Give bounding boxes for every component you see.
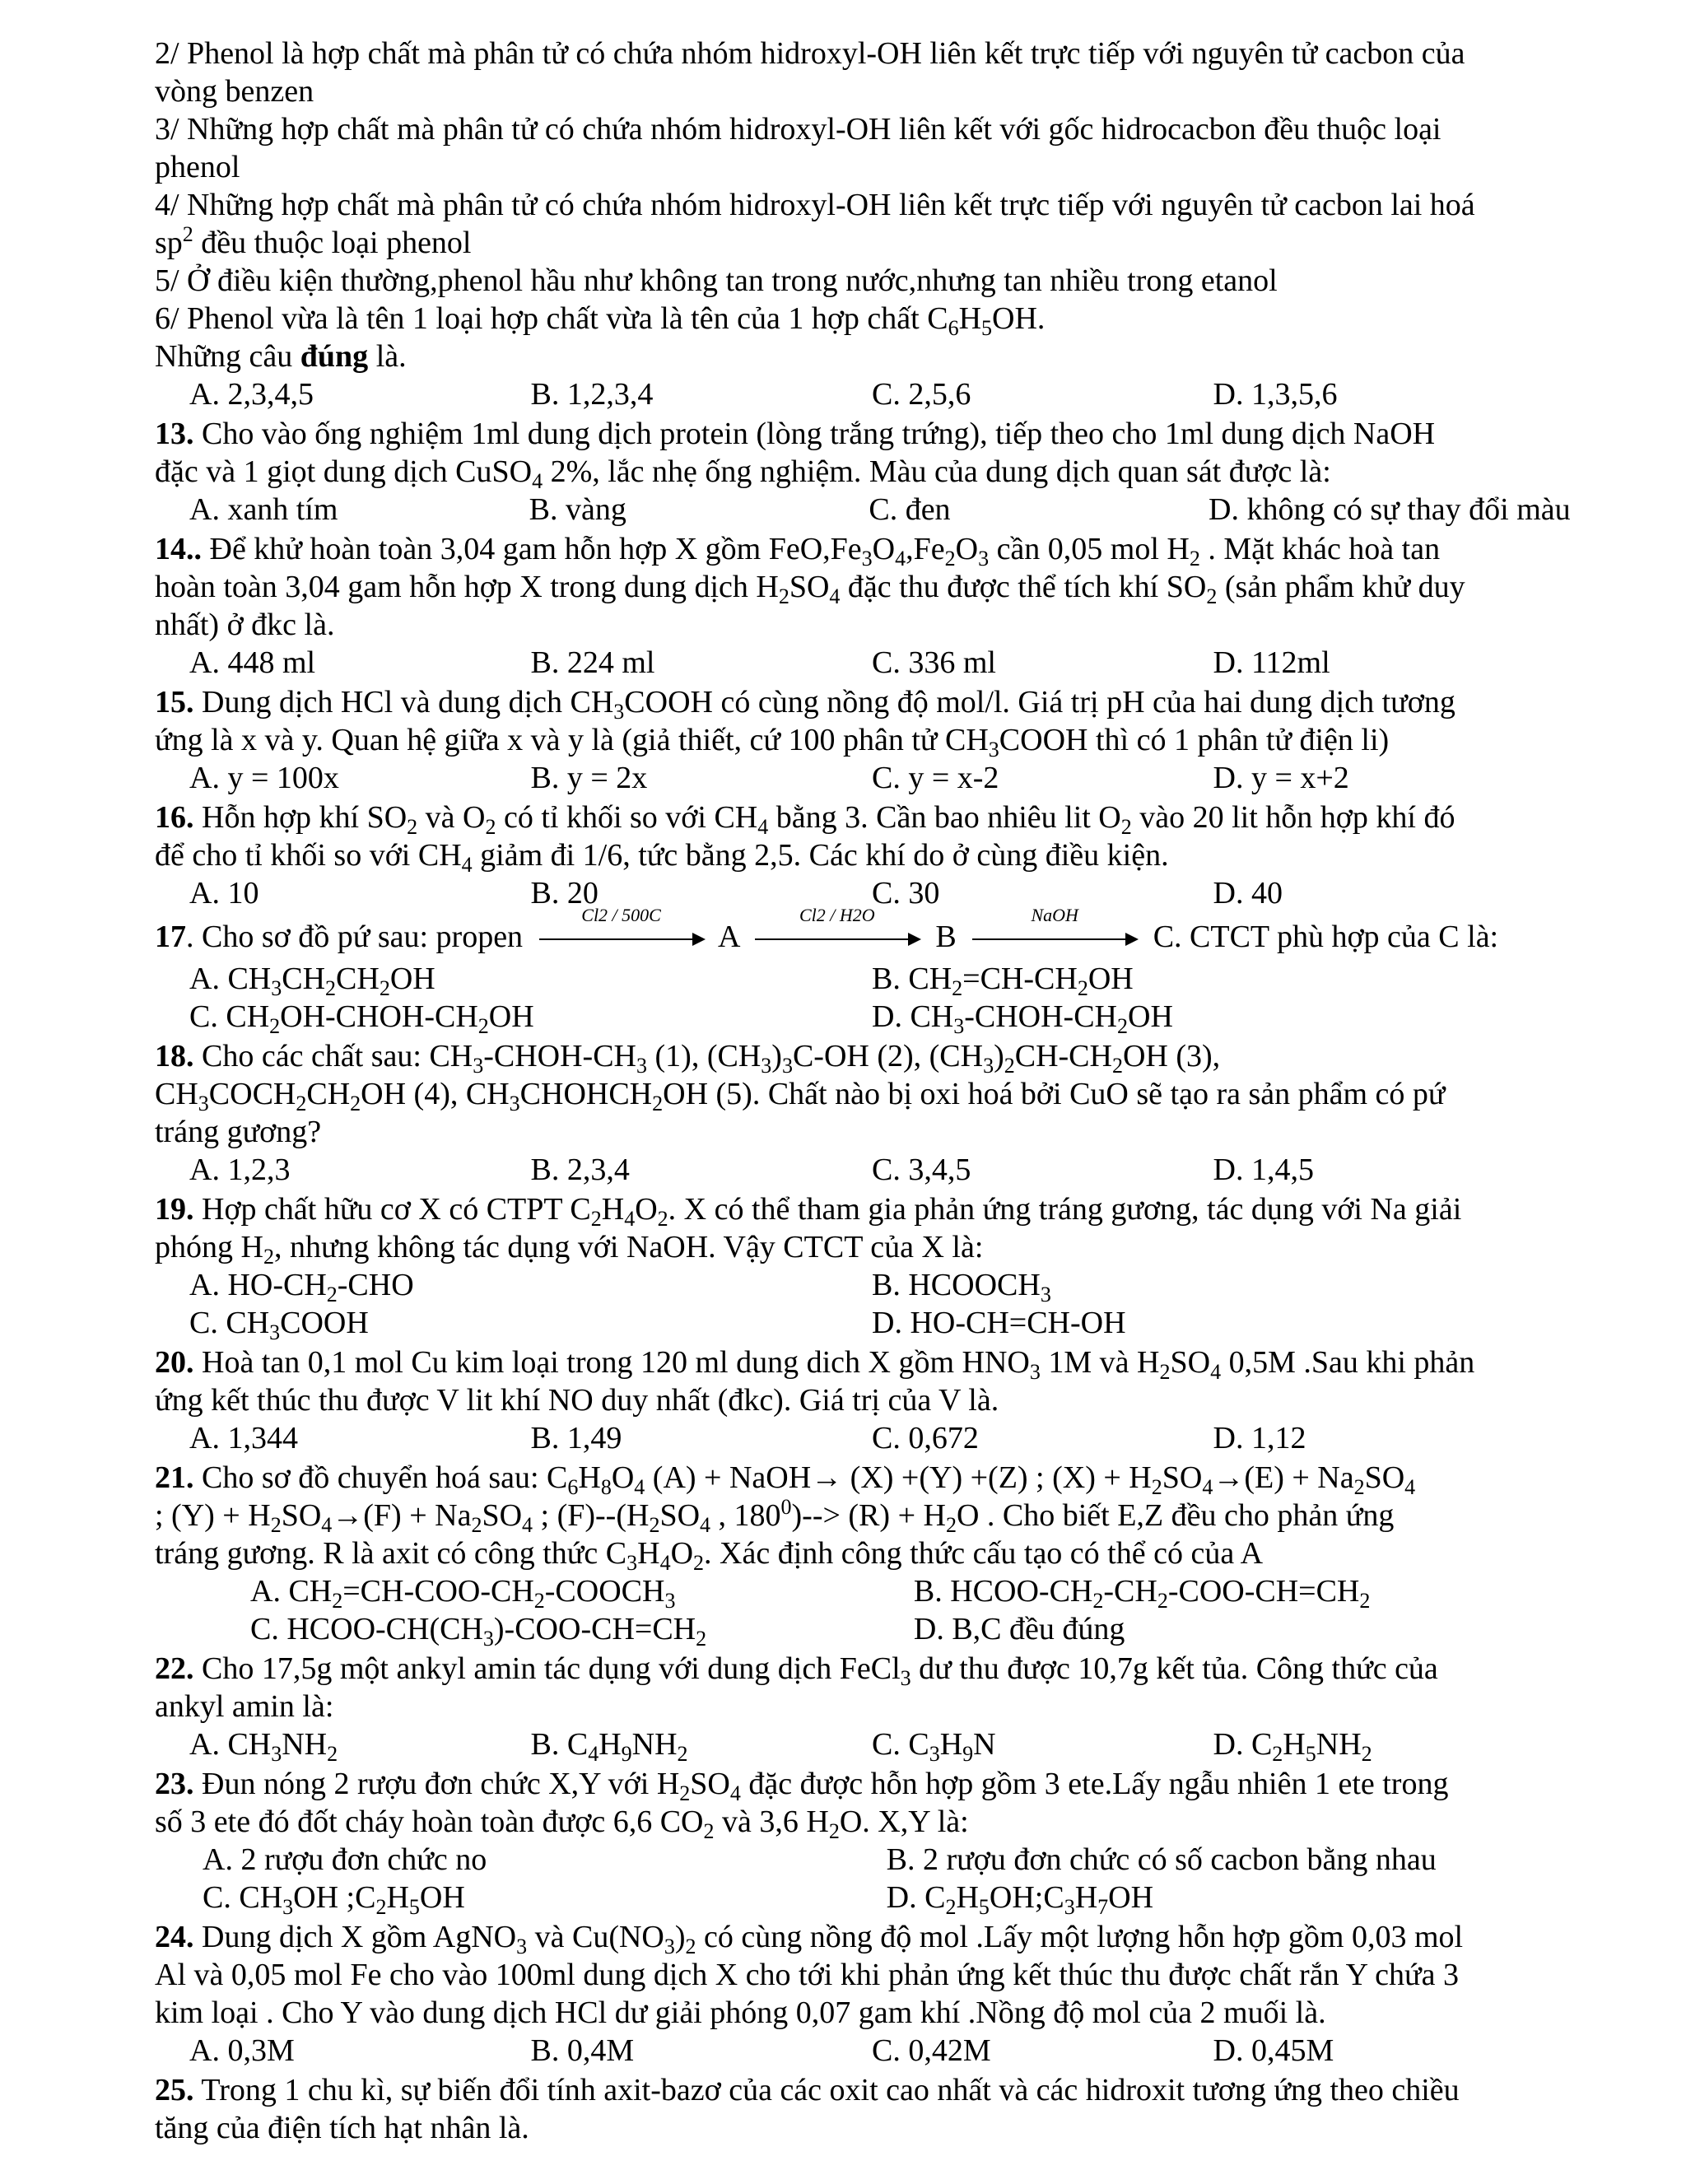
option-c: C. 30	[872, 876, 940, 910]
statement-4-cont: $sp^2$ đều thuộc loại phenol	[155, 222, 472, 260]
statement-5: 5/ Ở điều kiện thường,phenol hầu như không tan trong nước,nhưng tan nhiều trong etanol	[155, 263, 1278, 298]
question-21-cont: ; $(Y) + H_2SO_4\to(F) + Na_2SO_4$ ; $(F)--(H_2SO_4$ , $180^0)--> (R) + H_2O$ . Cho biết E,Z đều cho phản ứng	[155, 1495, 1395, 1537]
answer-options	[155, 2032, 1554, 2070]
answer-options	[155, 1725, 1554, 1766]
reaction-arrow: Cl2 / 500C	[539, 924, 704, 948]
reaction-arrow: NaOH	[972, 924, 1137, 948]
option-c: C. 2,5,6	[872, 377, 971, 412]
question-14-cont: hoàn toàn 3,04 gam hỗn hợp X trong dung dịch $H_2SO_4$ đặc thu được thể tích khí $SO_2$ (sản phẩm khử duy	[155, 570, 1465, 608]
question-prompt: Những câu đúng là.	[155, 339, 407, 374]
answer-options	[155, 759, 1554, 797]
question-17: 17. Cho sơ đồ pứ sau: propen Cl2 / 500C A Cl2 / H2O B NaOH C. CTCT phù hợp của C là:	[155, 905, 1499, 954]
option-a: A. 2,3,4,5	[189, 377, 314, 412]
option-d: D. 112ml	[1213, 645, 1330, 680]
question-18: 18. Cho các chất sau: $CH_3-CHOH-CH_3$ (1), $(CH_3)_3C-OH$ (2), $(CH_3)_2CH-CH_2OH$ (3),	[155, 1039, 1221, 1078]
answer-options	[155, 1610, 1554, 1651]
question-15: 15. Dung dịch HCl và dung dịch $CH_3COOH$ có cùng nồng độ mol/l. Giá trị pH của hai dung dịch tương	[155, 685, 1455, 724]
statement-6: 6/ Phenol vừa là tên 1 loại hợp chất vừa là tên của 1 hợp chất $C_6H_5OH$.	[155, 301, 1046, 340]
option-c: C. 0,42M	[872, 2033, 991, 2068]
option-c: C. y = x-2	[872, 761, 999, 795]
question-19: 19. Hợp chất hữu cơ X có CTPT $C_2H_4O_2$. X có thể tham gia phản ứng tráng gương, tác dụng với Na giải	[155, 1192, 1462, 1231]
question-21: 21. Cho sơ đồ chuyển hoá sau: $C_6H_8O_4$ (A) + NaOH→ (X) +(Y) +(Z) ; $(X) + H_2SO_4\to(E) + Na_2SO_4$	[155, 1460, 1416, 1499]
option-d: D. 1,4,5	[1213, 1153, 1314, 1187]
question-16-cont: để cho tỉ khối so với $CH_4$ giảm đi 1/6, tức bằng 2,5. Các khí do ở cùng điều kiện.	[155, 838, 1169, 877]
option-a: A. xanh tím	[189, 492, 338, 527]
statement-2-cont: vòng benzen	[155, 74, 314, 109]
option-b: B. $HCOOCH_3$	[872, 1268, 1051, 1306]
option-b: B. 20	[530, 876, 598, 910]
option-d: D. $C_2H_5NH_2$	[1213, 1727, 1372, 1766]
option-b: B. 224 ml	[530, 645, 655, 680]
option-a: A. 448 ml	[189, 645, 316, 680]
option-a: A. 1,344	[189, 1421, 298, 1455]
question-15-cont: ứng là x và y. Quan hệ giữa x và y là (giả thiết, cứ 100 phân tử $CH_3COOH$ thì có 1 phân tử điện li)	[155, 723, 1390, 761]
option-a: A. y = 100x	[189, 761, 339, 795]
option-c: C. $CH_3OH$ $;C_2H_5OH$	[203, 1880, 465, 1919]
option-b: B. 0,4M	[530, 2033, 635, 2068]
question-19-cont: phóng $H_2$, nhưng không tác dụng với NaOH. Vậy CTCT của X là:	[155, 1230, 984, 1269]
option-b: B. 1,2,3,4	[530, 377, 654, 412]
question-22: 22. Cho 17,5g một ankyl amin tác dụng với dung dịch FeCl$_3$ dư thu được 10,7g kết tủa. Công thức của	[155, 1651, 1438, 1690]
option-b: B. 2 rượu đơn chức có số cacbon bằng nhau	[886, 1842, 1437, 1877]
question-21-cont2: tráng gương. R là axit có công thức $C_3H_4O_2$. Xác định công thức cấu tạo có thể có của A	[155, 1536, 1264, 1575]
option-a: A. 2 rượu đơn chức no	[203, 1842, 487, 1877]
option-b: B. $C_4H_9NH_2$	[530, 1727, 688, 1766]
question-18-cont: $CH_3COCH_2CH_2OH$ (4), $CH_3CHOHCH_2OH$ (5). Chất nào bị oxi hoá bởi CuO sẽ tạo ra sản phẩm có pứ	[155, 1077, 1446, 1115]
question-14: 14.. Để khử hoàn toàn 3,04 gam hỗn hợp X gồm $FeO,Fe_3O_4,Fe_2O_3$ cần 0,05 mol $H_2$ . Mặt khác hoà tan	[155, 532, 1441, 570]
question-13: 13. Cho vào ống nghiệm 1ml dung dịch protein (lòng trắng trứng), tiếp theo cho 1ml dung dịch NaOH	[155, 417, 1436, 451]
option-c: C. $CH_2OH-CHOH-CH_2OH$	[189, 999, 534, 1038]
statement-4: 4/ Những hợp chất mà phân tử có chứa nhóm hidroxyl-OH liên kết trực tiếp với nguyên tử cacbon lai hoá	[155, 188, 1475, 222]
option-a: A. $HO-CH_2$-CHO	[189, 1268, 414, 1306]
option-d: D. 0,45M	[1213, 2033, 1334, 2068]
option-d: D. y = x+2	[1213, 761, 1349, 795]
answer-options	[155, 1266, 1554, 1304]
statement-3: 3/ Những hợp chất mà phân tử có chứa nhóm hidroxyl-OH liên kết với gốc hidrocacbon đều thuộc loại	[155, 112, 1441, 147]
question-20-cont: ứng kết thúc thu được V lit khí NO duy nhất (đkc). Giá trị của V là.	[155, 1383, 999, 1418]
option-a: A. 1,2,3	[189, 1153, 291, 1187]
option-a: A. $CH_2=CH-COO-CH_2-COOCH_3$	[250, 1574, 676, 1613]
answer-options	[155, 1419, 1554, 1457]
option-d: D. HO-CH=CH-OH	[872, 1306, 1126, 1340]
question-24: 24. Dung dịch X gồm AgNO$_3$ và $Cu(NO_3)_2$ có cùng nồng độ mol .Lấy một lượng hỗn hợp gồm 0,03 mol	[155, 1920, 1464, 1958]
option-d: D. 1,12	[1213, 1421, 1306, 1455]
question-24-cont2: kim loại . Cho Y vào dung dịch HCl dư giải phóng 0,07 gam khí .Nồng độ mol của 2 muối là.	[155, 1995, 1326, 2030]
question-25: 25. Trong 1 chu kì, sự biến đổi tính axit-bazơ của các oxit cao nhất và các hidroxit tương ứng theo chiều	[155, 2073, 1460, 2107]
question-18-cont2: tráng gương?	[155, 1115, 322, 1149]
answer-options	[155, 491, 1571, 529]
option-c: C. đen	[869, 492, 951, 527]
option-c: C. 3,4,5	[872, 1153, 971, 1187]
option-b: B. $CH_2=CH-CH_2OH$	[872, 962, 1134, 1000]
option-c: C. $C_3H_9N$	[872, 1727, 996, 1766]
answer-options	[155, 1304, 1554, 1342]
option-b: B. 1,49	[530, 1421, 622, 1455]
question-13-cont: đặc và 1 giọt dung dịch CuSO$_4$ 2%, lắc nhẹ ống nghiệm. Màu của dung dịch quan sát được là:	[155, 454, 1331, 493]
answer-options	[155, 644, 1554, 682]
answer-options	[155, 1151, 1554, 1189]
option-c: C. $CH_3COOH$	[189, 1306, 369, 1344]
answer-options	[155, 1841, 1554, 1879]
option-b: B. vàng	[529, 492, 626, 527]
answer-options	[155, 1572, 1554, 1613]
option-c: C. HCOO-$CH(CH_3)-COO-CH=CH_2$	[250, 1612, 707, 1651]
option-a: A. 0,3M	[189, 2033, 295, 2068]
option-d: D. 40	[1213, 876, 1283, 910]
answer-options	[155, 375, 1554, 413]
option-a: A. 10	[189, 876, 259, 910]
question-14-cont2: nhất) ở đkc là.	[155, 608, 335, 642]
statement-2: 2/ Phenol là hợp chất mà phân tử có chứa nhóm hidroxyl-OH liên kết trực tiếp với nguyên tử cacbon của	[155, 36, 1465, 71]
option-c: C. 0,672	[872, 1421, 979, 1455]
option-d: D. không có sự thay đổi màu	[1209, 492, 1571, 527]
answer-options	[155, 998, 1554, 1036]
question-25-cont: tăng của điện tích hạt nhân là.	[155, 2111, 529, 2145]
question-24-cont: Al và 0,05 mol Fe cho vào 100ml dung dịch X cho tới khi phản ứng kết thúc thu được chất rắn Y chứa 3	[155, 1958, 1460, 1992]
option-b: B. HCOO-$CH_2-CH_2-COO-CH=CH_2$	[913, 1574, 1371, 1613]
question-16: 16. Hỗn hợp khí $SO_2$ và $O_2$ có tỉ khối so với $CH_4$ bằng 3. Cần bao nhiêu lit $O_2$ vào 20 lit hỗn hợp khí đó	[155, 800, 1455, 839]
reaction-arrow: Cl2 / H2O	[755, 924, 920, 948]
answer-options	[155, 960, 1554, 998]
question-20: 20. Hoà tan 0,1 mol Cu kim loại trong 120 ml dung dich X gồm $HNO_3$ 1M và $H_2SO_4$ 0,5M .Sau khi phản	[155, 1345, 1475, 1384]
question-23-cont: số 3 ete đó đốt cháy hoàn toàn được 6,6 $CO_2$ và 3,6 $H_2O$. X,Y là:	[155, 1804, 969, 1843]
option-c: C. 336 ml	[872, 645, 996, 680]
statement-3-cont: phenol	[155, 150, 240, 184]
question-22-cont: ankyl amin là:	[155, 1689, 334, 1724]
question-23: 23. Đun nóng 2 rượu đơn chức X,Y với $H_2SO_4$ đặc được hỗn hợp gồm 3 ete.Lấy ngẫu nhiên 1 ete trong	[155, 1767, 1449, 1805]
option-d: D. 1,3,5,6	[1213, 377, 1338, 412]
answer-options	[155, 1879, 1554, 1919]
option-a: A. $CH_3NH_2$	[189, 1727, 338, 1766]
option-d: D. $C_2H_5OH;C_3H_7OH$	[886, 1880, 1154, 1919]
option-b: B. 2,3,4	[530, 1153, 630, 1187]
option-d: D. $CH_3-CHOH-CH_2OH$	[872, 999, 1173, 1038]
option-a: A. $CH_3CH_2CH_2OH$	[189, 962, 435, 1000]
option-b: B. y = 2x	[530, 761, 648, 795]
option-d: D. B,C đều đúng	[913, 1612, 1125, 1646]
